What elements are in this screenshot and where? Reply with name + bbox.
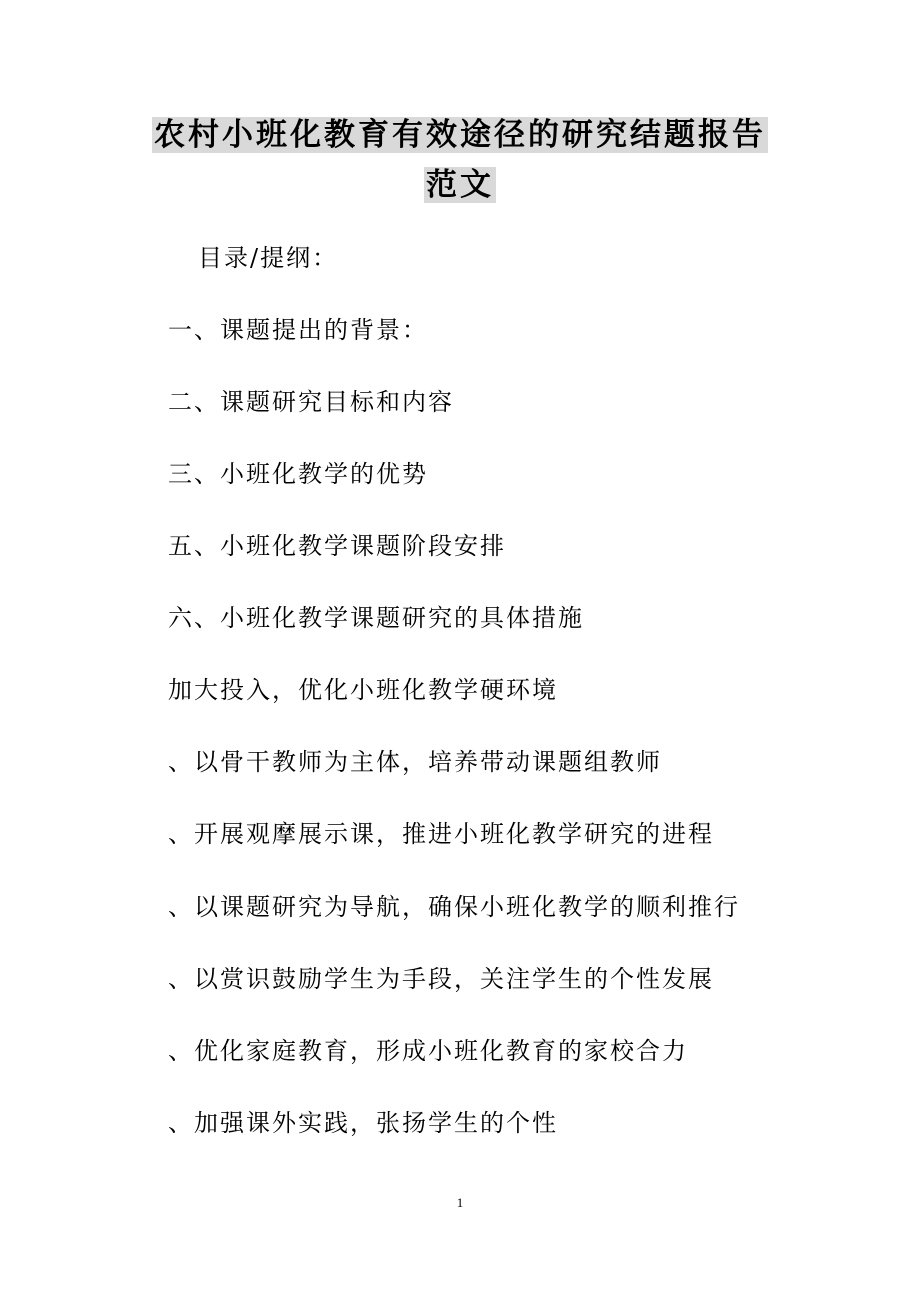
- document-title-continued: [0, 160, 920, 210]
- toc-item: 、优化家庭教育，形成小班化教育的家校合力: [168, 1037, 688, 1065]
- toc-item: 二、课题研究目标和内容: [168, 388, 454, 416]
- document-title: [0, 110, 920, 160]
- toc-item: 六、小班化教学课题研究的具体措施: [168, 604, 584, 632]
- toc-item: 、以骨干教师为主体，培养带动课题组教师: [168, 748, 662, 776]
- toc-item: 、以赏识鼓励学生为手段，关注学生的个性发展: [168, 965, 714, 993]
- toc-label: 目录/提纲：: [198, 244, 339, 272]
- page-number: 1: [456, 1195, 464, 1210]
- document-title-line-2: 范文: [426, 167, 494, 203]
- toc-item: 、以课题研究为导航，确保小班化教学的顺利推行: [168, 893, 740, 921]
- toc-item: 五、小班化教学课题阶段安排: [168, 532, 506, 560]
- toc-item: 、开展观摩展示课，推进小班化教学研究的进程: [168, 820, 714, 848]
- toc-item: 、加强课外实践，张扬学生的个性: [168, 1109, 558, 1137]
- toc-item: 加大投入，优化小班化教学硬环境: [168, 676, 558, 704]
- toc-item: 三、小班化教学的优势: [168, 460, 428, 488]
- toc-item: 一、课题提出的背景：: [168, 316, 428, 344]
- document-title-line-1: 农村小班化教育有效途径的研究结题报告: [154, 117, 766, 153]
